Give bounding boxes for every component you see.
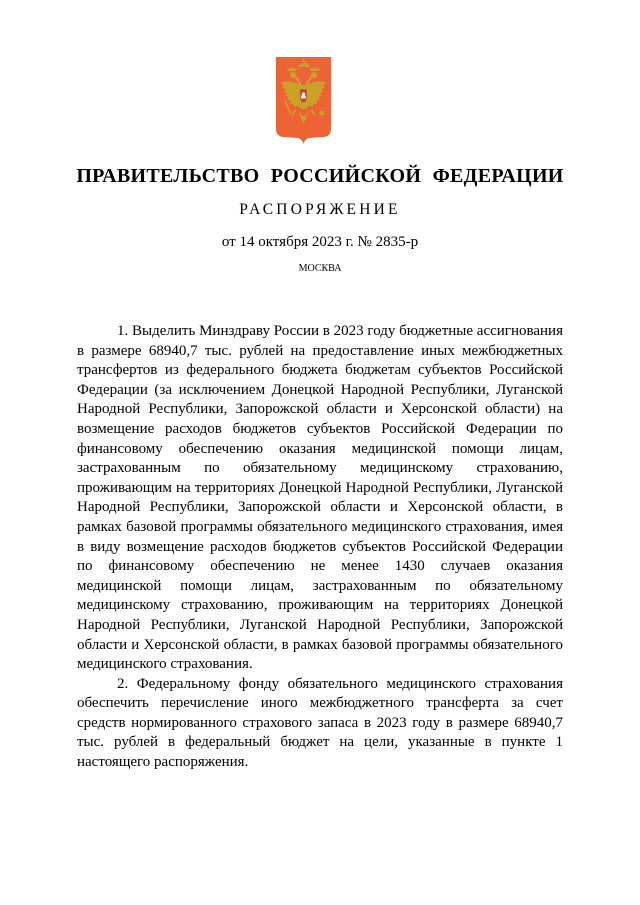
government-title: ПРАВИТЕЛЬСТВО РОССИЙСКОЙ ФЕДЕРАЦИИ	[76, 165, 564, 187]
document-city: МОСКВА	[298, 263, 342, 274]
paragraph-2: 2. Федеральному фонду обязательного медицинского страхования обеспечить перечисление иного межбюджетного трансферта за счет средств нормированного страхового запаса в 2023 году в размере 68940,7 тыс. рублей в федеральный бюджет на цели, указанные в пункте 1 настоящего распоряжения.	[77, 675, 563, 771]
coat-of-arms-russia-icon	[276, 57, 331, 144]
paragraph-1: 1. Выделить Минздраву России в 2023 году бюджетные ассигнования в размере 68940,7 тыс. рублей на предоставление иных межбюджетных трансфертов из федерального бюджета бюджетам субъектов Российской Федерации (за исключением Донецкой Народной Республики, Луганской Народной Республики, Запорожской области и Херсонской области) на возмещение расходов бюджетов субъектов Российской Федерации по финансовому обеспечению оказания медицинской помощи лицам, застрахованным по обязательному медицинскому страхованию, проживающим на территориях Донецкой Народной Республики, Луганской Народной Республики, Запорожской области и Херсонской области, в рамках базовой программы обязательного медицинского страхования, имея в виду возмещение расходов бюджетов субъектов Российской Федерации по финансовому обеспечению не менее 1430 случаев оказания медицинской помощи лицам, застрахованным по обязательному медицинскому страхованию, проживающим на территориях Донецкой Народной Республики, Луганской Народной Республики, Запорожской области и Херсонской области, в рамках базовой программы обязательного медицинского страхования.	[77, 323, 563, 673]
document-date-number: от 14 октября 2023 г. № 2835-р	[221, 234, 419, 250]
document-body	[77, 322, 563, 773]
document-type: РАСПОРЯЖЕНИЕ	[239, 201, 401, 218]
